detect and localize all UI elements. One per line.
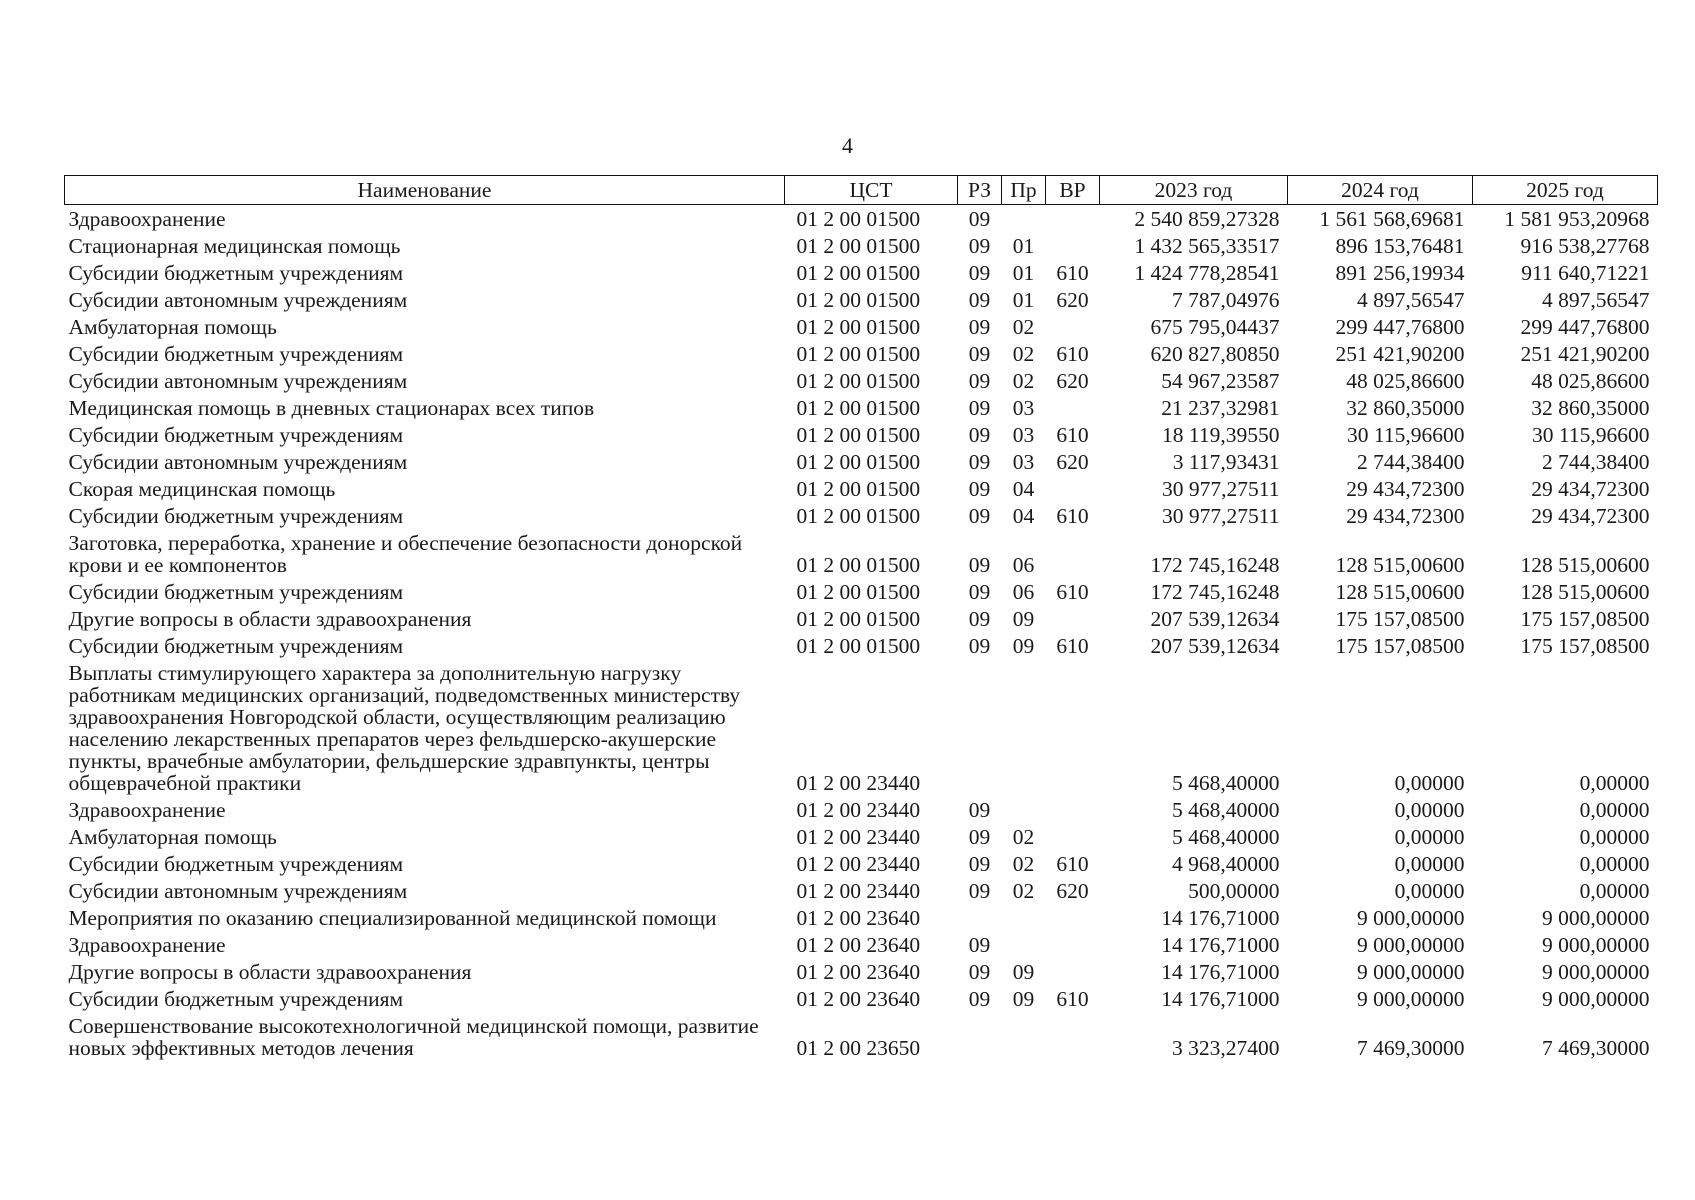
- table-row: [65, 632, 1658, 659]
- row-pr: [1002, 1012, 1046, 1061]
- row-cst: 01 2 00 01500: [796, 423, 921, 447]
- row-vr: [1046, 931, 1100, 958]
- row-value-2025: 29 434,72300: [1531, 477, 1650, 501]
- row-vr: 620: [1056, 288, 1089, 312]
- row-value-2023: 3 323,27400: [1172, 1036, 1280, 1060]
- row-vr: [1046, 1012, 1100, 1061]
- row-value-2024: 128 515,00600: [1335, 580, 1465, 604]
- row-value-2023: 14 176,71000: [1161, 906, 1280, 930]
- row-value-2024: 1 561 568,69681: [1319, 207, 1465, 231]
- row-vr: [1046, 529, 1100, 578]
- row-value-2025: 916 538,27768: [1520, 234, 1650, 258]
- row-value-2024: 0,00000: [1394, 825, 1465, 849]
- row-value-2023: 54 967,23587: [1161, 369, 1280, 393]
- row-cst: 01 2 00 01500: [796, 234, 921, 258]
- row-cst: 01 2 00 01500: [796, 396, 921, 420]
- header-rz: РЗ: [958, 176, 1002, 205]
- row-vr: [1046, 904, 1100, 931]
- row-pr: [1002, 205, 1046, 233]
- table-row: [65, 340, 1658, 367]
- row-value-2025: 128 515,00600: [1520, 553, 1650, 577]
- row-cst: 01 2 00 01500: [796, 369, 921, 393]
- row-rz: 09: [968, 504, 991, 528]
- row-value-2023: 5 468,40000: [1172, 798, 1280, 822]
- table-row: [65, 286, 1658, 313]
- row-pr: [1002, 931, 1046, 958]
- row-value-2025: 128 515,00600: [1520, 580, 1650, 604]
- row-cst: 01 2 00 23650: [796, 1036, 921, 1060]
- row-vr: 610: [1056, 342, 1089, 366]
- header-pr: Пр: [1002, 176, 1046, 205]
- row-value-2023: 14 176,71000: [1161, 987, 1280, 1011]
- row-value-2023: 172 745,16248: [1150, 580, 1280, 604]
- table-row: [65, 850, 1658, 877]
- row-cst: 01 2 00 23440: [796, 879, 921, 903]
- row-cst: 01 2 00 01500: [796, 207, 921, 231]
- row-value-2023: 18 119,39550: [1162, 423, 1280, 447]
- row-value-2024: 4 897,56547: [1357, 288, 1465, 312]
- row-name: Субсидии автономным учреждениям: [68, 450, 408, 474]
- row-value-2024: 29 434,72300: [1346, 504, 1465, 528]
- row-name: Совершенствование высокотехнологичной медицинской помощи, развитие новых эффективных методов лечения: [68, 1014, 759, 1060]
- row-pr: 01: [1012, 261, 1035, 285]
- row-value-2023: 1 432 565,33517: [1134, 234, 1280, 258]
- row-name: Выплаты стимулирующего характера за дополнительную нагрузку работникам медицинских организаций, подведомственных министерству здравоохранения Новгородской области, осуществляющим реализацию населению лекарственных препаратов через фельдшерско-акушерские пункты, врачебные амбулатории, фельдшерские здравпункты, центры общеврачебной практики: [68, 661, 741, 795]
- table-row: [65, 394, 1658, 421]
- row-pr: 03: [1012, 423, 1035, 447]
- row-rz: 09: [968, 553, 991, 577]
- row-value-2024: 2 744,38400: [1357, 450, 1465, 474]
- row-pr: 02: [1012, 879, 1035, 903]
- row-value-2024: 9 000,00000: [1357, 933, 1465, 957]
- row-pr: 03: [1012, 450, 1035, 474]
- row-value-2023: 207 539,12634: [1150, 607, 1280, 631]
- row-rz: 09: [968, 960, 991, 984]
- row-cst: 01 2 00 01500: [796, 288, 921, 312]
- row-rz: 09: [968, 450, 991, 474]
- row-value-2024: 896 153,76481: [1335, 234, 1465, 258]
- row-rz: 09: [968, 580, 991, 604]
- table-row: [65, 958, 1658, 985]
- row-value-2023: 500,00000: [1188, 879, 1280, 903]
- row-cst: 01 2 00 01500: [796, 580, 921, 604]
- row-pr: 02: [1012, 852, 1035, 876]
- row-rz: 09: [968, 369, 991, 393]
- row-name: Здравоохранение: [68, 207, 226, 231]
- row-name: Субсидии автономным учреждениям: [68, 879, 408, 903]
- row-vr: [1046, 313, 1100, 340]
- table-row: [65, 313, 1658, 340]
- table-row: [65, 205, 1658, 233]
- row-rz: 09: [968, 207, 991, 231]
- row-vr: [1046, 605, 1100, 632]
- row-name: Субсидии бюджетным учреждениям: [68, 634, 404, 658]
- table-row: [65, 904, 1658, 931]
- row-rz: 09: [968, 987, 991, 1011]
- row-name: Субсидии бюджетным учреждениям: [68, 423, 404, 447]
- table-row: [65, 502, 1658, 529]
- row-cst: 01 2 00 01500: [796, 261, 921, 285]
- table-row: [65, 529, 1658, 578]
- row-vr: [1046, 232, 1100, 259]
- row-pr: 01: [1012, 234, 1035, 258]
- row-rz: 09: [968, 396, 991, 420]
- table-row: [65, 421, 1658, 448]
- row-cst: 01 2 00 23640: [796, 960, 921, 984]
- row-cst: 01 2 00 01500: [796, 634, 921, 658]
- table-row: [65, 877, 1658, 904]
- row-value-2025: 9 000,00000: [1542, 987, 1650, 1011]
- row-value-2023: 5 468,40000: [1172, 825, 1280, 849]
- row-rz: 09: [968, 477, 991, 501]
- row-name: Субсидии бюджетным учреждениям: [68, 504, 404, 528]
- row-value-2025: 0,00000: [1579, 879, 1650, 903]
- row-value-2025: 32 860,35000: [1531, 396, 1650, 420]
- row-pr: 01: [1012, 288, 1035, 312]
- row-rz: 09: [968, 234, 991, 258]
- row-value-2024: 175 157,08500: [1335, 607, 1465, 631]
- row-value-2025: 299 447,76800: [1520, 315, 1650, 339]
- page-number: 4: [842, 133, 853, 158]
- row-value-2023: 207 539,12634: [1150, 634, 1280, 658]
- row-value-2023: 5 468,40000: [1172, 771, 1280, 795]
- row-rz: 09: [968, 634, 991, 658]
- row-value-2023: 620 827,80850: [1150, 342, 1280, 366]
- row-value-2024: 175 157,08500: [1335, 634, 1465, 658]
- row-value-2023: 3 117,93431: [1172, 450, 1280, 474]
- row-rz: 09: [968, 342, 991, 366]
- row-value-2025: 9 000,00000: [1542, 906, 1650, 930]
- row-cst: 01 2 00 23440: [796, 771, 921, 795]
- row-value-2023: 30 977,27511: [1162, 504, 1280, 528]
- row-value-2023: 4 968,40000: [1172, 852, 1280, 876]
- row-pr: 02: [1012, 825, 1035, 849]
- row-cst: 01 2 00 23440: [796, 852, 921, 876]
- row-vr: 610: [1056, 987, 1089, 1011]
- row-name: Субсидии бюджетным учреждениям: [68, 852, 404, 876]
- row-pr: 02: [1012, 315, 1035, 339]
- row-value-2024: 9 000,00000: [1357, 906, 1465, 930]
- table-row: [65, 578, 1658, 605]
- row-rz: 09: [968, 798, 991, 822]
- row-value-2025: 30 115,96600: [1532, 423, 1650, 447]
- table-row: [65, 985, 1658, 1012]
- table-body: [65, 205, 1658, 1062]
- row-cst: 01 2 00 23640: [796, 987, 921, 1011]
- row-rz: 09: [968, 423, 991, 447]
- row-pr: 02: [1012, 369, 1035, 393]
- row-name: Субсидии бюджетным учреждениям: [68, 261, 404, 285]
- row-pr: 09: [1012, 607, 1035, 631]
- table-header: [65, 176, 1658, 205]
- row-value-2024: 128 515,00600: [1335, 553, 1465, 577]
- row-vr: [1046, 796, 1100, 823]
- table-row: [65, 605, 1658, 632]
- row-value-2024: 0,00000: [1394, 771, 1465, 795]
- header-cst: ЦСТ: [785, 176, 958, 205]
- row-value-2023: 172 745,16248: [1150, 553, 1280, 577]
- row-name: Субсидии автономным учреждениям: [68, 288, 408, 312]
- row-value-2025: 9 000,00000: [1542, 933, 1650, 957]
- row-name: Субсидии автономным учреждениям: [68, 369, 408, 393]
- row-cst: 01 2 00 23640: [796, 933, 921, 957]
- row-rz: 09: [968, 607, 991, 631]
- row-value-2025: 9 000,00000: [1542, 960, 1650, 984]
- table-row: [65, 232, 1658, 259]
- budget-table: [64, 175, 1658, 1061]
- row-cst: 01 2 00 23440: [796, 825, 921, 849]
- row-vr: [1046, 823, 1100, 850]
- row-value-2025: 251 421,90200: [1520, 342, 1650, 366]
- row-value-2024: 7 469,30000: [1357, 1036, 1465, 1060]
- row-pr: 09: [1012, 960, 1035, 984]
- row-value-2025: 0,00000: [1579, 852, 1650, 876]
- row-cst: 01 2 00 23440: [796, 798, 921, 822]
- header-2023: 2023 год: [1100, 176, 1288, 205]
- row-cst: 01 2 00 01500: [796, 342, 921, 366]
- header-name: Наименование: [65, 176, 785, 205]
- header-2025: 2025 год: [1473, 176, 1658, 205]
- header-2024: 2024 год: [1288, 176, 1473, 205]
- row-value-2024: 299 447,76800: [1335, 315, 1465, 339]
- row-value-2025: 175 157,08500: [1520, 607, 1650, 631]
- row-value-2024: 891 256,19934: [1335, 261, 1465, 285]
- row-value-2025: 48 025,86600: [1531, 369, 1650, 393]
- row-cst: 01 2 00 01500: [796, 607, 921, 631]
- row-cst: 01 2 00 01500: [796, 504, 921, 528]
- row-vr: 610: [1056, 504, 1089, 528]
- row-vr: [1046, 394, 1100, 421]
- row-vr: 610: [1056, 261, 1089, 285]
- row-vr: 610: [1056, 423, 1089, 447]
- row-name: Здравоохранение: [68, 933, 226, 957]
- row-value-2025: 4 897,56547: [1542, 288, 1650, 312]
- row-rz: 09: [968, 288, 991, 312]
- row-value-2023: 1 424 778,28541: [1134, 261, 1280, 285]
- row-vr: 620: [1056, 450, 1089, 474]
- table-row: [65, 659, 1658, 796]
- row-cst: 01 2 00 01500: [796, 315, 921, 339]
- row-pr: 06: [1012, 553, 1035, 577]
- row-value-2025: 0,00000: [1579, 825, 1650, 849]
- row-pr: [1002, 796, 1046, 823]
- row-rz: 09: [968, 261, 991, 285]
- row-vr: [1046, 659, 1100, 796]
- row-vr: [1046, 475, 1100, 502]
- row-value-2023: 675 795,04437: [1150, 315, 1280, 339]
- row-name: Субсидии бюджетным учреждениям: [68, 987, 404, 1011]
- row-name: Субсидии бюджетным учреждениям: [68, 580, 404, 604]
- table-row: [65, 1012, 1658, 1061]
- row-vr: 610: [1056, 852, 1089, 876]
- row-cst: 01 2 00 01500: [796, 477, 921, 501]
- row-value-2025: 29 434,72300: [1531, 504, 1650, 528]
- row-value-2023: 14 176,71000: [1161, 960, 1280, 984]
- row-vr: 610: [1056, 580, 1089, 604]
- row-pr: 04: [1012, 477, 1035, 501]
- row-rz: 09: [968, 933, 991, 957]
- row-pr: [1002, 904, 1046, 931]
- row-pr: 03: [1012, 396, 1035, 420]
- table-row: [65, 823, 1658, 850]
- table-row: [65, 475, 1658, 502]
- row-name: Здравоохранение: [68, 798, 226, 822]
- row-value-2024: 9 000,00000: [1357, 987, 1465, 1011]
- row-name: Субсидии бюджетным учреждениям: [68, 342, 404, 366]
- row-rz: 09: [968, 825, 991, 849]
- table-row: [65, 448, 1658, 475]
- row-name: Заготовка, переработка, хранение и обеспечение безопасности донорской крови и ее компонентов: [68, 531, 743, 577]
- row-value-2025: 7 469,30000: [1542, 1036, 1650, 1060]
- row-value-2024: 251 421,90200: [1335, 342, 1465, 366]
- row-value-2024: 0,00000: [1394, 852, 1465, 876]
- row-value-2025: 0,00000: [1579, 798, 1650, 822]
- row-pr: 02: [1012, 342, 1035, 366]
- row-rz: 09: [968, 315, 991, 339]
- row-value-2024: 48 025,86600: [1346, 369, 1465, 393]
- row-name: Другие вопросы в области здравоохранения: [68, 607, 472, 631]
- row-value-2024: 30 115,96600: [1347, 423, 1465, 447]
- table-row: [65, 367, 1658, 394]
- row-pr: 09: [1012, 634, 1035, 658]
- table-row: [65, 931, 1658, 958]
- row-value-2025: 2 744,38400: [1542, 450, 1650, 474]
- row-value-2024: 9 000,00000: [1357, 960, 1465, 984]
- table-row: [65, 259, 1658, 286]
- table-row: [65, 796, 1658, 823]
- row-name: Другие вопросы в области здравоохранения: [68, 960, 472, 984]
- row-value-2024: 0,00000: [1394, 798, 1465, 822]
- row-value-2023: 21 237,32981: [1161, 396, 1280, 420]
- row-cst: 01 2 00 23640: [796, 906, 921, 930]
- row-value-2025: 1 581 953,20968: [1504, 207, 1650, 231]
- row-pr: [1002, 659, 1046, 796]
- row-name: Медицинская помощь в дневных стационарах всех типов: [68, 396, 595, 420]
- row-name: Стационарная медицинская помощь: [68, 234, 401, 258]
- row-name: Мероприятия по оказанию специализированной медицинской помощи: [68, 906, 717, 930]
- row-pr: 06: [1012, 580, 1035, 604]
- row-rz: [958, 1012, 1002, 1061]
- row-vr: 620: [1056, 369, 1089, 393]
- row-pr: 09: [1012, 987, 1035, 1011]
- row-value-2023: 30 977,27511: [1162, 477, 1280, 501]
- row-value-2024: 29 434,72300: [1346, 477, 1465, 501]
- row-rz: 09: [968, 879, 991, 903]
- row-name: Скорая медицинская помощь: [68, 477, 336, 501]
- row-value-2025: 911 640,71221: [1521, 261, 1650, 285]
- row-value-2025: 175 157,08500: [1520, 634, 1650, 658]
- row-value-2023: 2 540 859,27328: [1134, 207, 1280, 231]
- row-rz: 09: [968, 852, 991, 876]
- row-vr: 620: [1056, 879, 1089, 903]
- row-rz: [958, 904, 1002, 931]
- row-cst: 01 2 00 01500: [796, 450, 921, 474]
- row-value-2024: 32 860,35000: [1346, 396, 1465, 420]
- row-value-2023: 7 787,04976: [1172, 288, 1280, 312]
- row-value-2024: 0,00000: [1394, 879, 1465, 903]
- row-cst: 01 2 00 01500: [796, 553, 921, 577]
- row-name: Амбулаторная помощь: [68, 825, 277, 849]
- row-value-2025: 0,00000: [1579, 771, 1650, 795]
- row-vr: 610: [1056, 634, 1089, 658]
- row-name: Амбулаторная помощь: [68, 315, 277, 339]
- header-vr: ВР: [1046, 176, 1100, 205]
- row-vr: [1046, 205, 1100, 233]
- row-rz: [958, 659, 1002, 796]
- row-vr: [1046, 958, 1100, 985]
- row-value-2023: 14 176,71000: [1161, 933, 1280, 957]
- row-pr: 04: [1012, 504, 1035, 528]
